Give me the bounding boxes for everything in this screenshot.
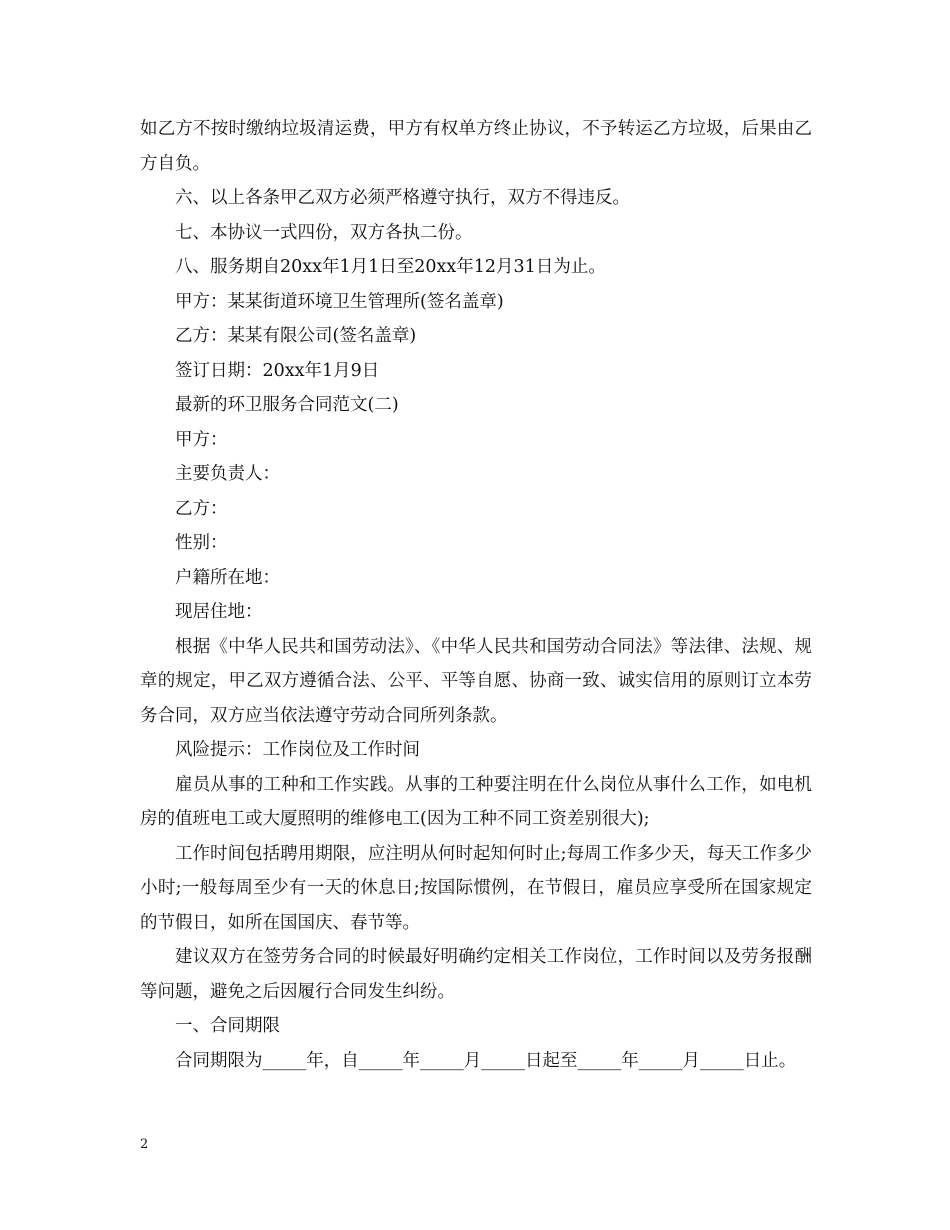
paragraph-legal-basis: 根据《中华人民共和国劳动法》、《中华人民共和国劳动合同法》等法律、法规、规章的规定，甲乙双方遵循合法、公平、平等自愿、协商一致、诚实信用的原则订立本劳务合同，双方应当依法遵守劳动合同所列条款。 (140, 636, 812, 726)
paragraph-signing-date: 签订日期：20xx年1月9日 (175, 360, 380, 381)
paragraph-party-a-signature: 甲方：某某街道环境卫生管理所(签名盖章) (175, 291, 504, 312)
field-current-residence: 现居住地： (175, 602, 263, 622)
paragraph-suggestion: 建议双方在签劳务合同的时候最好明确约定相关工作岗位，工作时间以及劳务报酬等问题，避免之后因履行合同发生纠纷。 (140, 947, 812, 1002)
paragraph-clause-six: 六、以上各条甲乙双方必须严格遵守执行，双方不得违反。 (175, 188, 630, 208)
paragraph-party-b-signature: 乙方：某某有限公司(签名盖章) (175, 326, 417, 346)
paragraph-contract-term-blanks: 合同期限为_____年，自_____年_____月_____日起至_____年_____月_____日止。 (175, 1050, 797, 1071)
paragraph-clause-seven: 七、本协议一式四份，双方各执二份。 (175, 222, 473, 243)
field-main-responsible-person: 主要负责人： (175, 464, 280, 484)
field-party-a: 甲方： (175, 429, 228, 450)
paragraph-job-type: 雇员从事的工种和工作实践。从事的工种要注明在什么岗位从事什么工作，如电机房的值班电工或大厦照明的维修电工(因为工种不同工资差别很大); (140, 774, 812, 829)
paragraph-risk-tip: 风险提示：工作岗位及工作时间 (175, 740, 420, 760)
section-title: 最新的环卫服务合同范文(二) (175, 395, 399, 415)
paragraph-fee-clause: 如乙方不按时缴纳垃圾清运费，甲方有权单方终止协议，不予转运乙方垃圾，后果由乙方自负。 (140, 119, 812, 174)
paragraph-working-time: 工作时间包括聘用期限，应注明从何时起知何时止;每周工作多少天，每天工作多少小时;一般每周至少有一天的休息日;按国际惯例，在节假日，雇员应享受所在国家规定的节假日，如所在国国庆、春节等。 (140, 843, 812, 933)
field-party-b: 乙方： (175, 498, 228, 519)
heading-contract-term: 一、合同期限 (175, 1016, 280, 1036)
paragraph-clause-eight: 八、服务期自20xx年1月1日至20xx年12月31日为止。 (175, 257, 606, 277)
field-household-registration: 户籍所在地： (175, 567, 280, 588)
document-body (140, 112, 812, 1078)
page-number: 2 (140, 1137, 149, 1152)
field-gender: 性别： (175, 533, 228, 553)
